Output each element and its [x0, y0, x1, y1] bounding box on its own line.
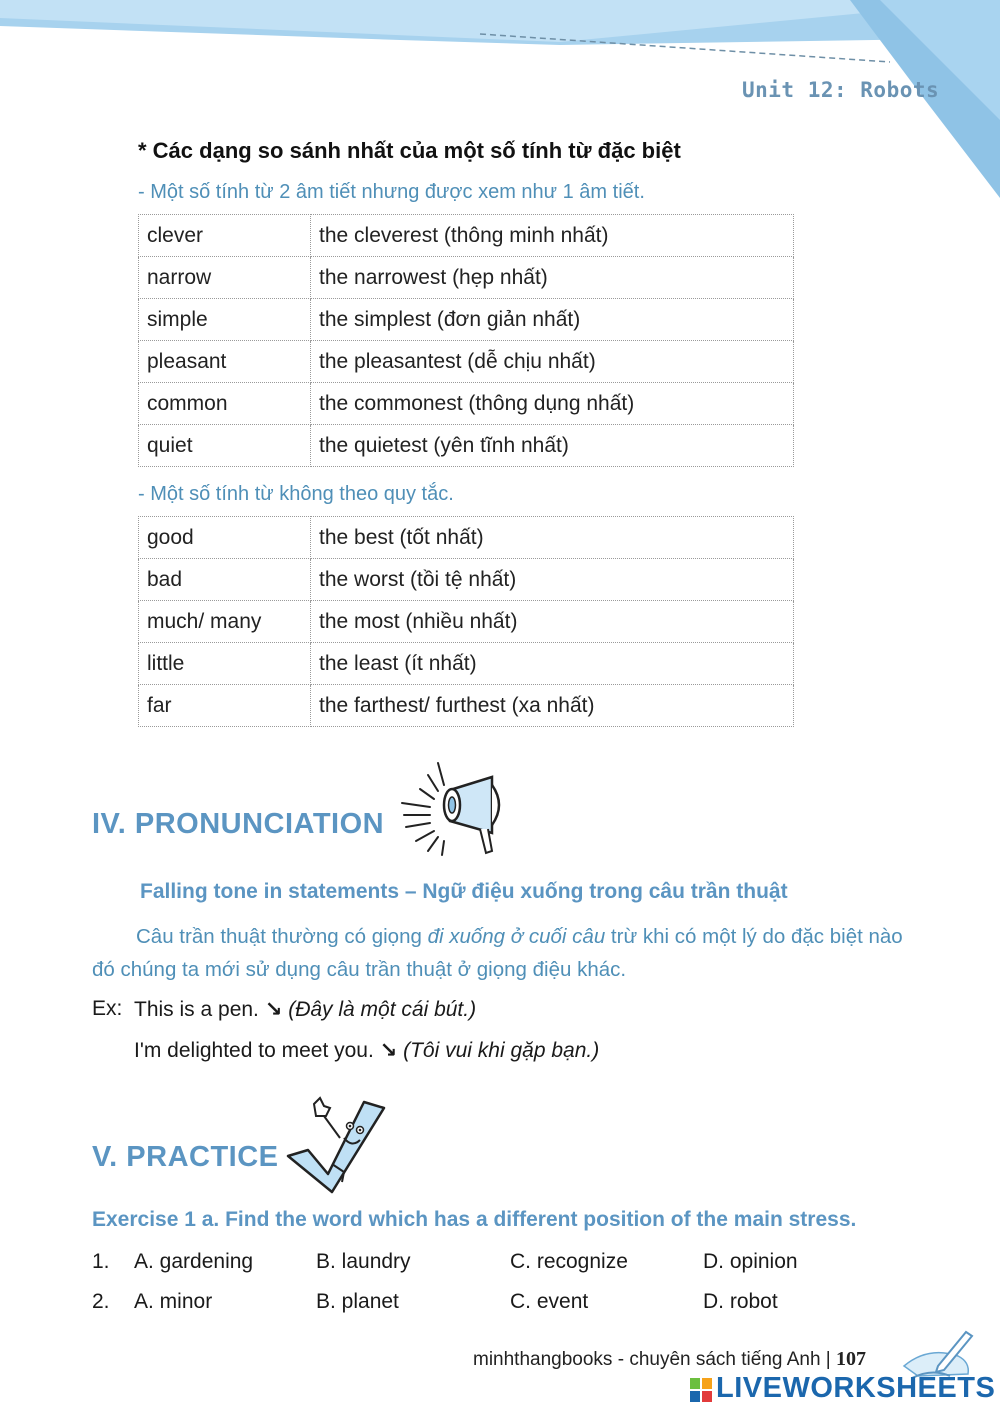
- superlative-cell: the least (ít nhất): [311, 643, 794, 685]
- superlative-cell: the commonest (thông dụng nhất): [311, 383, 794, 425]
- group1-note: - Một số tính từ 2 âm tiết nhưng được xem như 1 âm tiết.: [138, 181, 645, 203]
- superlative-cell: the narrowest (hẹp nhất): [311, 257, 794, 299]
- question-number: 2.: [92, 1290, 110, 1313]
- exercise-heading: Exercise 1 a. Find the word which has a different position of the main stress.: [92, 1208, 857, 1231]
- paragraph-text-2: trừ khi có một lý do đặc biệt nào đó chúng ta mới sử dụng câu trần thuật ở giọng điệu khác.: [92, 925, 903, 981]
- page-footer: [473, 1348, 866, 1371]
- table-row: [139, 601, 794, 643]
- option-a[interactable]: A. minor: [134, 1290, 213, 1313]
- adjective-cell: little: [139, 643, 311, 685]
- adjective-cell: far: [139, 685, 311, 727]
- liveworksheets-logo-icon: [690, 1378, 712, 1402]
- option-a[interactable]: A. gardening: [134, 1250, 254, 1273]
- question-number: 1.: [92, 1250, 110, 1273]
- example-sentence: I'm delighted to meet you.: [134, 1039, 374, 1062]
- option-b[interactable]: B. laundry: [316, 1250, 411, 1273]
- table-row: [139, 341, 794, 383]
- example-translation: (Đây là một cái bút.): [288, 998, 477, 1021]
- falling-arrow-icon: ↘: [379, 1039, 398, 1062]
- adjective-cell: good: [139, 517, 311, 559]
- adjective-cell: quiet: [139, 425, 311, 467]
- falling-tone-heading: Falling tone in statements – Ngữ điệu xuống trong câu trần thuật: [140, 880, 788, 903]
- superlative-cell: the pleasantest (dễ chịu nhất): [311, 341, 794, 383]
- adjective-cell: narrow: [139, 257, 311, 299]
- superlative-cell: the most (nhiều nhất): [311, 601, 794, 643]
- table-row: [139, 215, 794, 257]
- comparison-table-1: [138, 214, 794, 467]
- table-row: [139, 383, 794, 425]
- superlative-cell: the simplest (đơn giản nhất): [311, 299, 794, 341]
- footer-separator: |: [825, 1349, 831, 1370]
- unit-title: Unit 12: Robots: [742, 78, 940, 102]
- adjective-cell: simple: [139, 299, 311, 341]
- option-c[interactable]: C. event: [510, 1290, 589, 1313]
- comparison-table-2: [138, 516, 794, 727]
- pronunciation-paragraph: [92, 920, 922, 986]
- example-1: [134, 997, 476, 1022]
- table-row: [139, 299, 794, 341]
- example-sentence: This is a pen.: [134, 998, 259, 1021]
- pronunciation-title: IV. PRONUNCIATION: [92, 808, 385, 840]
- adjective-cell: much/ many: [139, 601, 311, 643]
- adjective-cell: common: [139, 383, 311, 425]
- paragraph-text-1: Câu trần thuật thường có giọng: [136, 925, 428, 948]
- option-d[interactable]: D. robot: [703, 1290, 778, 1313]
- checkmark-thumbs-up-icon: [284, 1094, 394, 1194]
- option-d[interactable]: D. opinion: [703, 1250, 798, 1273]
- practice-title: V. PRACTICE: [92, 1141, 279, 1173]
- paragraph-emphasis: đi xuống ở cuối câu: [427, 925, 606, 948]
- adjective-cell: pleasant: [139, 341, 311, 383]
- table-row: [139, 559, 794, 601]
- superlative-cell: the cleverest (thông minh nhất): [311, 215, 794, 257]
- superlative-cell: the quietest (yên tĩnh nhất): [311, 425, 794, 467]
- superlative-cell: the worst (tồi tệ nhất): [311, 559, 794, 601]
- megaphone-icon: [392, 755, 512, 860]
- superlative-cell: the best (tốt nhất): [311, 517, 794, 559]
- example-translation: (Tôi vui khi gặp bạn.): [403, 1039, 600, 1062]
- liveworksheets-watermark[interactable]: LIVEWORKSHEETS: [716, 1372, 996, 1404]
- group2-note: - Một số tính từ không theo quy tắc.: [138, 483, 454, 505]
- option-c[interactable]: C. recognize: [510, 1250, 628, 1273]
- example-label: Ex:: [92, 997, 123, 1020]
- table-row: [139, 257, 794, 299]
- adjective-cell: bad: [139, 559, 311, 601]
- table-row: [139, 425, 794, 467]
- adjective-cell: clever: [139, 215, 311, 257]
- superlative-cell: the farthest/ furthest (xa nhất): [311, 685, 794, 727]
- publisher-text: minhthangbooks - chuyên sách tiếng Anh: [473, 1349, 821, 1370]
- example-2: [134, 1038, 599, 1063]
- page-number: 107: [836, 1348, 867, 1370]
- table-row: [139, 643, 794, 685]
- special-forms-heading: * Các dạng so sánh nhất của một số tính từ đặc biệt: [138, 138, 681, 163]
- falling-arrow-icon: ↘: [264, 998, 283, 1021]
- table-row: [139, 685, 794, 727]
- option-b[interactable]: B. planet: [316, 1290, 399, 1313]
- table-row: [139, 517, 794, 559]
